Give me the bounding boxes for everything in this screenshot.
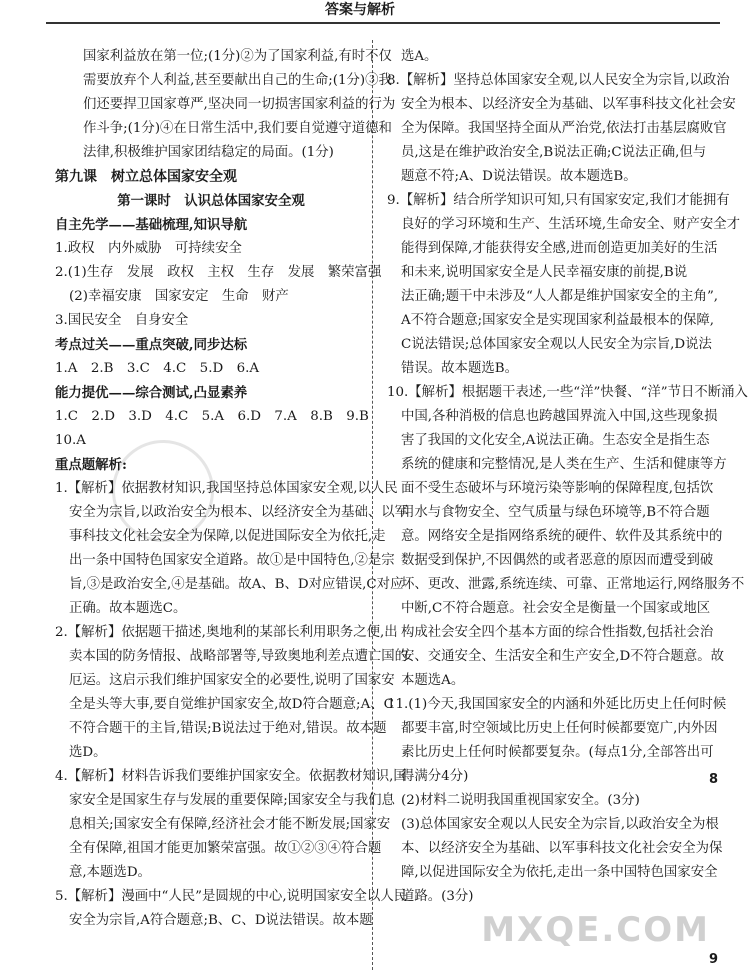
text-line: 数据受到保护,不因偶然的或者恶意的原因而遭受到破	[401, 553, 714, 568]
text-line: 全为保障。我国坚持全面从严治党,依法打击基层腐败官	[401, 121, 727, 136]
text-line: 不符合题干的主旨,错误;B说法过于绝对,错误。故本题	[69, 721, 387, 736]
text-line: 错误。故本题选B。	[401, 361, 518, 376]
side-number: 8	[708, 772, 718, 787]
text-line: 安全为宗旨,以政治安全为根本、以经济安全为基础、以军	[69, 505, 409, 520]
text-line: 法律,积极维护国家团结稳定的局面。(1分)	[83, 145, 334, 160]
text-line: 旨,③是政治安全,④是基础。故A、B、D对应错误,C对应	[69, 577, 404, 592]
text-line: 都要丰富,时空领域比历史上任何时候都要宽广,内外因	[401, 721, 718, 736]
text-line: 全是头等大事,要自觉维护国家安全,故D符合题意;A、C	[69, 697, 394, 712]
text-line: 事科技文化社会安全为保障,以促进国际安全为依托,走	[69, 529, 386, 544]
watermark: MXQE.COM	[481, 910, 710, 950]
text-line: 8.【解析】坚持总体国家安全观,以人民安全为宗旨,以政治	[387, 73, 730, 88]
subsection-heading: 考点过关——重点突破,同步达标	[55, 337, 248, 353]
text-line: 员,这是在维护政治安全,B说法正确;C说法正确,但与	[401, 145, 707, 160]
text-line: 正确。故本题选C。	[69, 601, 187, 616]
section-title: 第一课时 认识总体国家安全观	[117, 193, 305, 209]
text-line: 坏、更改、泄露,系统连续、可靠、正常地运行,网络服务不	[401, 577, 745, 592]
answer-line: 10.A	[55, 433, 86, 448]
text-line: 11.(1)今天,我国国家安全的内涵和外延比历史上任何时候	[387, 697, 727, 712]
text-line: 构成社会安全四个基本方面的综合性指数,包括社会治	[401, 625, 714, 640]
text-line: A不符合题意;国家安全是实现国家利益最根本的保障,	[401, 313, 715, 328]
text-line: 道路。(3分)	[401, 889, 474, 904]
text-line: 卖本国的防务情报、战略部署等,导致奥地利差点遭亡国的	[69, 649, 409, 664]
answer-line: 2.(1)生存 发展 政权 主权 生存 发展 繁荣富强	[55, 265, 382, 280]
text-line: 本题选A。	[401, 673, 465, 688]
text-line: 中断,C不符合题意。社会安全是衡量一个国家或地区	[401, 601, 711, 616]
lesson-title: 第九课 树立总体国家安全观	[55, 169, 237, 185]
text-line: 5.【解析】漫画中“人民”是圆规的中心,说明国家安全以人民	[55, 889, 408, 904]
text-line: 安、交通安全、生活安全和生产安全,D不符合题意。故	[401, 649, 724, 664]
text-line: 和未来,说明国家安全是人民幸福安康的前提,B说	[401, 265, 688, 280]
text-line: 国家利益放在第一位;(1分)②为了国家利益,有时不仅	[83, 49, 392, 64]
subsection-heading: 自主先学——基础梳理,知识导航	[55, 217, 248, 233]
text-line: 法正确;题干中未涉及“人人都是维护国家安全的主角”,	[401, 289, 719, 304]
page-number: 9	[708, 952, 718, 967]
answer-line: 3.国民安全 自身安全	[55, 313, 189, 328]
text-line: 意。网络安全是指网络系统的硬件、软件及其系统中的	[401, 529, 723, 544]
text-line: 10.【解析】根据题干表述,一些“洋”快餐、“洋”节日不断涌入	[387, 385, 748, 400]
text-line: 需要放弃个人利益,甚至要献出自己的生命;(1分)③我	[83, 73, 392, 88]
text-line: C说法错误;总体国家安全观以人民安全为宗旨,D说法	[401, 337, 712, 352]
text-line: 良好的学习环境和生产、生活环境,生命安全、财产安全才	[401, 217, 741, 232]
text-line: 选D。	[69, 745, 107, 760]
text-line: 4.【解析】材料告诉我们要维护国家安全。依据教材知识,国	[55, 769, 407, 784]
text-line: 们还要捍卫国家尊严,坚决同一切损害国家利益的行为	[83, 97, 396, 112]
page-header	[0, 0, 720, 22]
text-line: (2)材料二说明我国重视国家安全。(3分)	[401, 793, 640, 808]
text-line: 素比历史上任何时候都要复杂。(每点1分,全部答出可	[401, 745, 714, 760]
text-line: 安全为宗旨,A符合题意;B、C、D说法错误。故本题	[69, 913, 373, 928]
right-column	[387, 45, 748, 909]
header-rule	[46, 22, 720, 24]
text-line: 作斗争;(1分)④在日常生活中,我们要自觉遵守道德和	[83, 121, 392, 136]
text-line: 出一条中国特色国家安全道路。故①是中国特色,②是宗	[69, 553, 395, 568]
text-line: 2.【解析】依据题干描述,奥地利的某部长利用职务之便,出	[55, 625, 398, 640]
text-line: 息相关;国家安全有保障,经济社会才能不断发展;国家安	[69, 817, 391, 832]
text-line: 害了我国的文化安全,A说法正确。生态安全是指生态	[401, 433, 710, 448]
text-line: 中国,各种消极的信息也跨越国界流入中国,这些现象损	[401, 409, 718, 424]
text-line: 本、以经济安全为基础、以军事科技文化社会安全为保	[401, 841, 723, 856]
subsection-heading: 重点题解析:	[55, 457, 127, 473]
answer-line: 1.政权 内外威胁 可持续安全	[55, 241, 242, 256]
text-line: 系统的健康和完整情况,是人类在生产、生活和健康等方	[401, 457, 727, 472]
answer-line: (2)幸福安康 国家安定 生命 财产	[69, 289, 289, 304]
text-line: 得满分4分)	[401, 769, 469, 784]
text-line: 用水与食物安全、空气质量与绿色环境等,B不符合题	[401, 505, 710, 520]
text-line: 能得到保障,才能获得安全感,进而创造更加美好的生活	[401, 241, 718, 256]
text-line: 全有保障,祖国才能更加繁荣富强。故①②③④符合题	[69, 841, 382, 856]
text-line: 意,本题选D。	[69, 865, 151, 880]
subsection-heading: 能力提优——综合测试,凸显素养	[55, 385, 248, 401]
text-line: 家安全是国家生存与发展的重要保障;国家安全与我们息	[69, 793, 395, 808]
text-line: 选A。	[401, 49, 438, 64]
text-line: 1.【解析】依据教材知识,我国坚持总体国家安全观,以人民	[55, 481, 398, 496]
text-line: 面不受生态破坏与环境污染等影响的保障程度,包括饮	[401, 481, 714, 496]
text-line: 题意不符;A、D说法错误。故本题选B。	[401, 169, 637, 184]
answer-line: 1.C 2.D 3.D 4.C 5.A 6.D 7.A 8.B 9.B	[55, 409, 369, 424]
text-line: 安全为根本、以经济安全为基础、以军事科技文化社会安	[401, 97, 736, 112]
text-line: 9.【解析】结合所学知识可知,只有国家安定,我们才能拥有	[387, 193, 730, 208]
text-line: 障,以促进国际安全为依托,走出一条中国特色国家安全	[401, 865, 718, 880]
header-title: 答案与解析	[325, 2, 395, 18]
text-line: (3)总体国家安全观以人民安全为宗旨,以政治安全为根	[401, 817, 719, 832]
left-column	[55, 45, 409, 933]
text-line: 厄运。这启示我们维护国家安全的必要性,说明了国家安	[69, 673, 395, 688]
answer-line: 1.A 2.B 3.C 4.C 5.D 6.A	[55, 361, 260, 376]
